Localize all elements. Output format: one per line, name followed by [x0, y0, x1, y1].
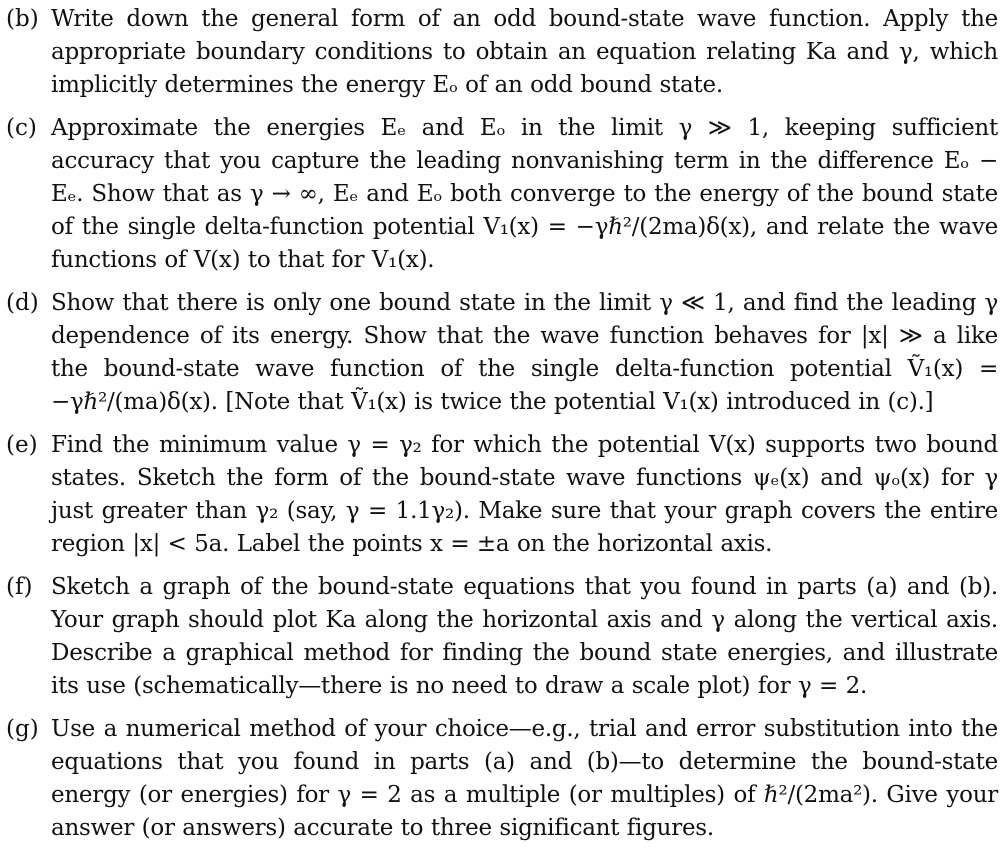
part-label: (f): [6, 574, 33, 600]
part-label: (b): [6, 6, 39, 32]
problem-part-e: [0, 429, 1004, 561]
part-text: Write down the general form of an odd bound-state wave function. Apply the appropriate boundary conditions to obtain an equation relating Ka and γ, which implicitly determines the energy Eₒ of an odd bound state.: [51, 6, 998, 98]
part-text: Approximate the energies Eₑ and Eₒ in the limit γ ≫ 1, keeping sufficient accuracy that you capture the leading nonvanishing term in the difference Eₒ − Eₑ. Show that as γ → ∞, Eₑ and Eₒ both converge to the energy of the bound state of the single delta-function potential V₁(x) = −γℏ²/(2ma)δ(x), and relate the wave functions of V(x) to that for V₁(x).: [51, 115, 998, 273]
problem-part-f: [0, 571, 1004, 703]
part-text: Sketch a graph of the bound-state equations that you found in parts (a) and (b). Your graph should plot Ka along the horizontal axis and γ along the vertical axis. Describe a graphical method for finding the bound state energies, and illustrate its use (schematically—there is no need to draw a scale plot) for γ = 2.: [51, 574, 998, 699]
part-label: (e): [6, 432, 38, 458]
problem-parts-list: [0, 3, 1004, 855]
part-text: Show that there is only one bound state in the limit γ ≪ 1, and find the leading γ dependence of its energy. Show that the wave function behaves for |x| ≫ a like the bound-state wave function of the single delta-function potential Ṽ₁(x) = −γℏ²/(ma)δ(x). [Note that Ṽ₁(x) is twice the potential V₁(x) introduced in (c).]: [51, 290, 998, 415]
part-label: (c): [6, 115, 37, 141]
part-label: (d): [6, 290, 39, 316]
problem-part-b: [0, 3, 1004, 102]
problem-part-c: [0, 112, 1004, 277]
part-text: Use a numerical method of your choice—e.g., trial and error substitution into the equations that you found in parts (a) and (b)—to determine the bound-state energy (or energies) for γ = 2 as a multiple (or multiples) of ℏ²/(2ma²). Give your answer (or answers) accurate to three significant figures.: [51, 716, 998, 841]
problem-part-g: [0, 713, 1004, 845]
problem-part-d: [0, 287, 1004, 419]
part-text: Find the minimum value γ = γ₂ for which the potential V(x) supports two bound states. Sketch the form of the bound-state wave functions ψₑ(x) and ψₒ(x) for γ just greater than γ₂ (say, γ = 1.1γ₂). Make sure that your graph covers the entire region |x| < 5a. Label the points x = ±a on the horizontal axis.: [51, 432, 998, 557]
part-label: (g): [6, 716, 39, 742]
